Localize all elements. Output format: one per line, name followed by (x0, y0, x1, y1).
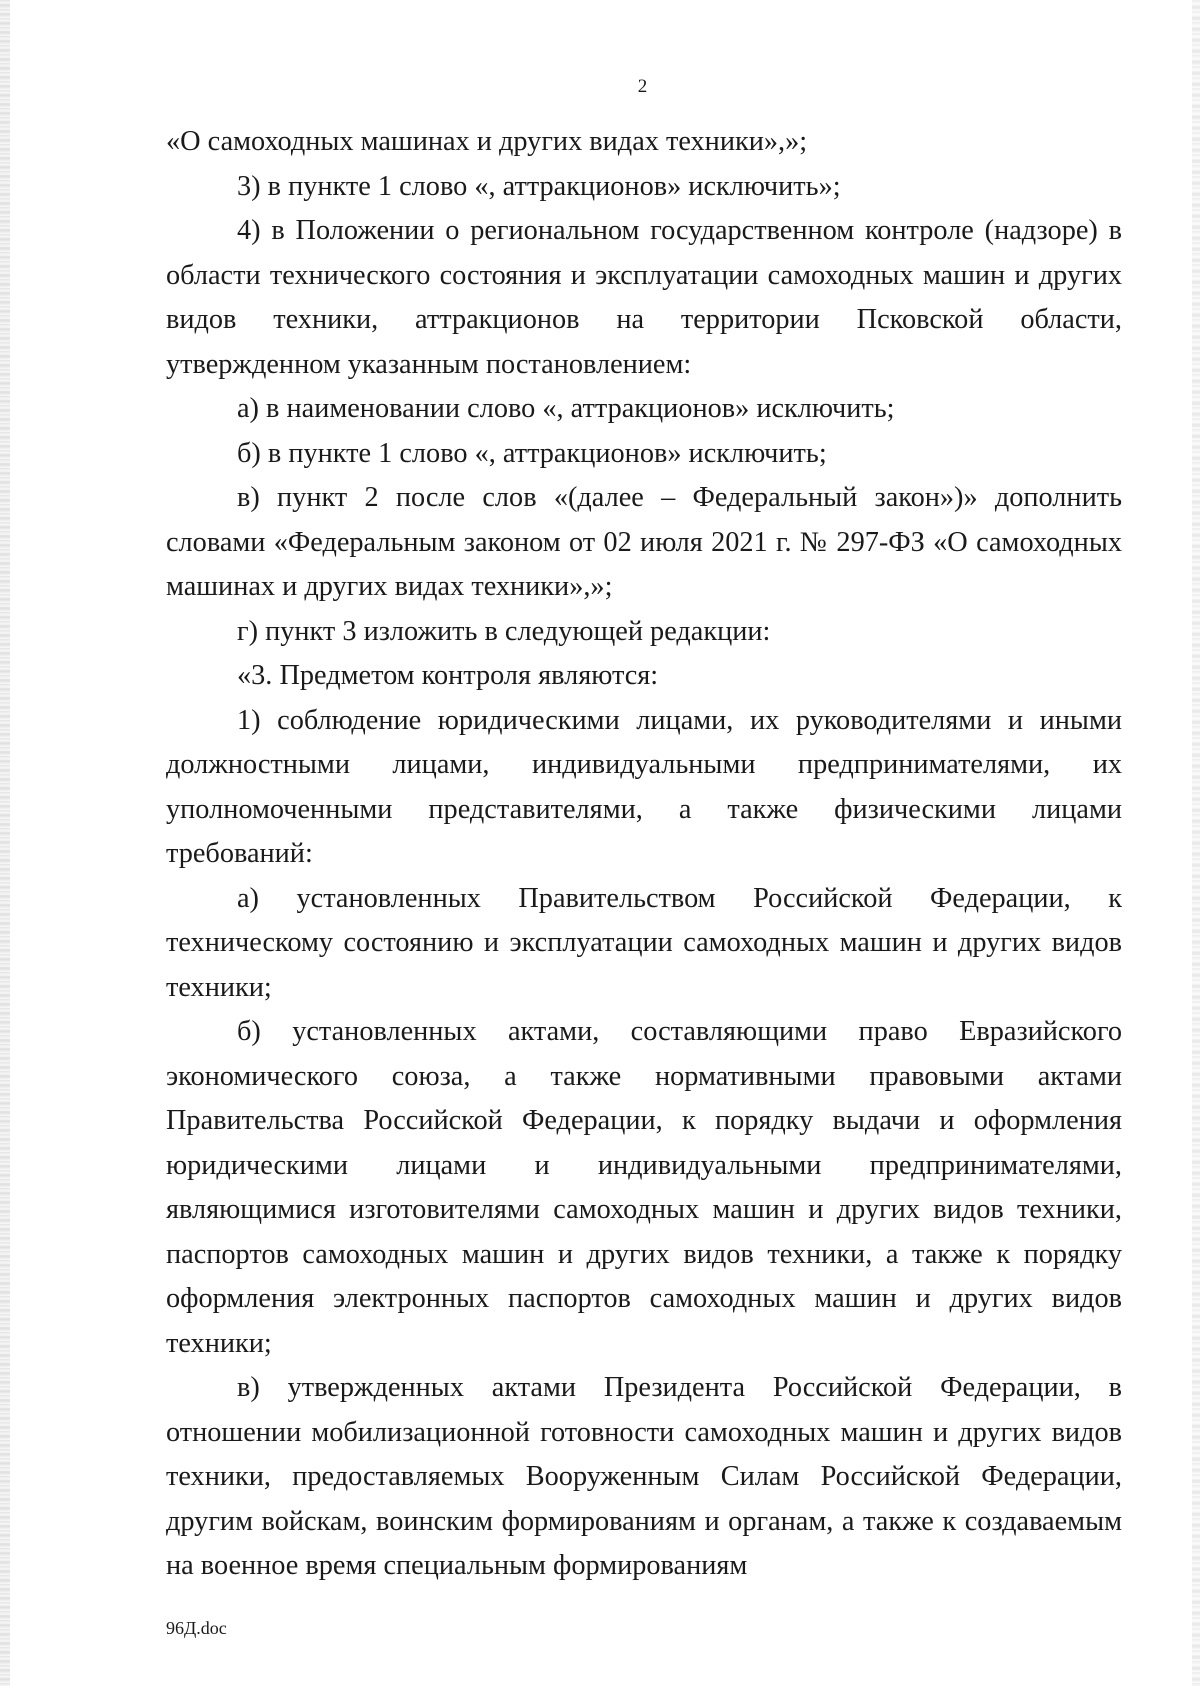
scan-edge-right (1192, 0, 1200, 1686)
document-body (166, 120, 1122, 1589)
paragraph: а) установленных Правительством Российской Федерации, к техническому состоянию и эксплуатации самоходных машин и других видов техники; (166, 882, 1122, 1003)
paragraph: 3) в пункте 1 слово «, аттракционов» исключить»; (237, 170, 841, 202)
paragraph: б) установленных актами, составляющими право Евразийского экономического союза, а также нормативными правовыми актами Правительства Российской Федерации, к порядку выдачи и оформления юридическими лицами и индивидуальными предпринимателями, являющимися изготовителями самоходных машин и других видов техники, паспортов самоходных машин и других видов техники, а также к порядку оформления электронных паспортов самоходных машин и других видов техники; (166, 1016, 1122, 1359)
paragraph: «О самоходных машинах и других видах техники»,»; (166, 126, 808, 157)
scan-edge-left (0, 0, 10, 1686)
page-number: 2 (637, 76, 648, 97)
footer-file-name: 96Д.doc (166, 1618, 227, 1638)
paragraph: а) в наименовании слово «, аттракционов» исключить; (237, 393, 895, 424)
paragraph: 1) соблюдение юридическими лицами, их руководителями и иными должностными лицами, индивидуальными предпринимателями, их уполномоченными представителями, а также физическими лицами требований: (166, 704, 1122, 869)
paragraph: 4) в Положении о региональном государственном контроле (надзоре) в области технического состояния и эксплуатации самоходных машин и других видов техники, аттракционов на территории Псковской области, утвержденном указанным постановлением: (166, 215, 1122, 380)
paragraph: в) утвержденных актами Президента Российской Федерации, в отношении мобилизационной готовности самоходных машин и других видов техники, предоставляемых Вооруженным Силам Российской Федерации, другим войскам, воинским формированиям и органам, а также к создаваемым на военное время специальным формированиям (166, 1372, 1122, 1581)
paragraph: г) пункт 3 изложить в следующей редакции: (237, 615, 771, 647)
paragraph: б) в пункте 1 слово «, аттракционов» исключить; (237, 437, 827, 469)
paragraph: в) пункт 2 после слов «(далее – Федеральный закон»)» дополнить словами «Федеральным законом от 02 июля 2021 г. № 297-ФЗ «О самоходных машинах и других видах техники»,»; (166, 482, 1122, 602)
paragraph: «3. Предметом контроля являются: (237, 660, 659, 691)
